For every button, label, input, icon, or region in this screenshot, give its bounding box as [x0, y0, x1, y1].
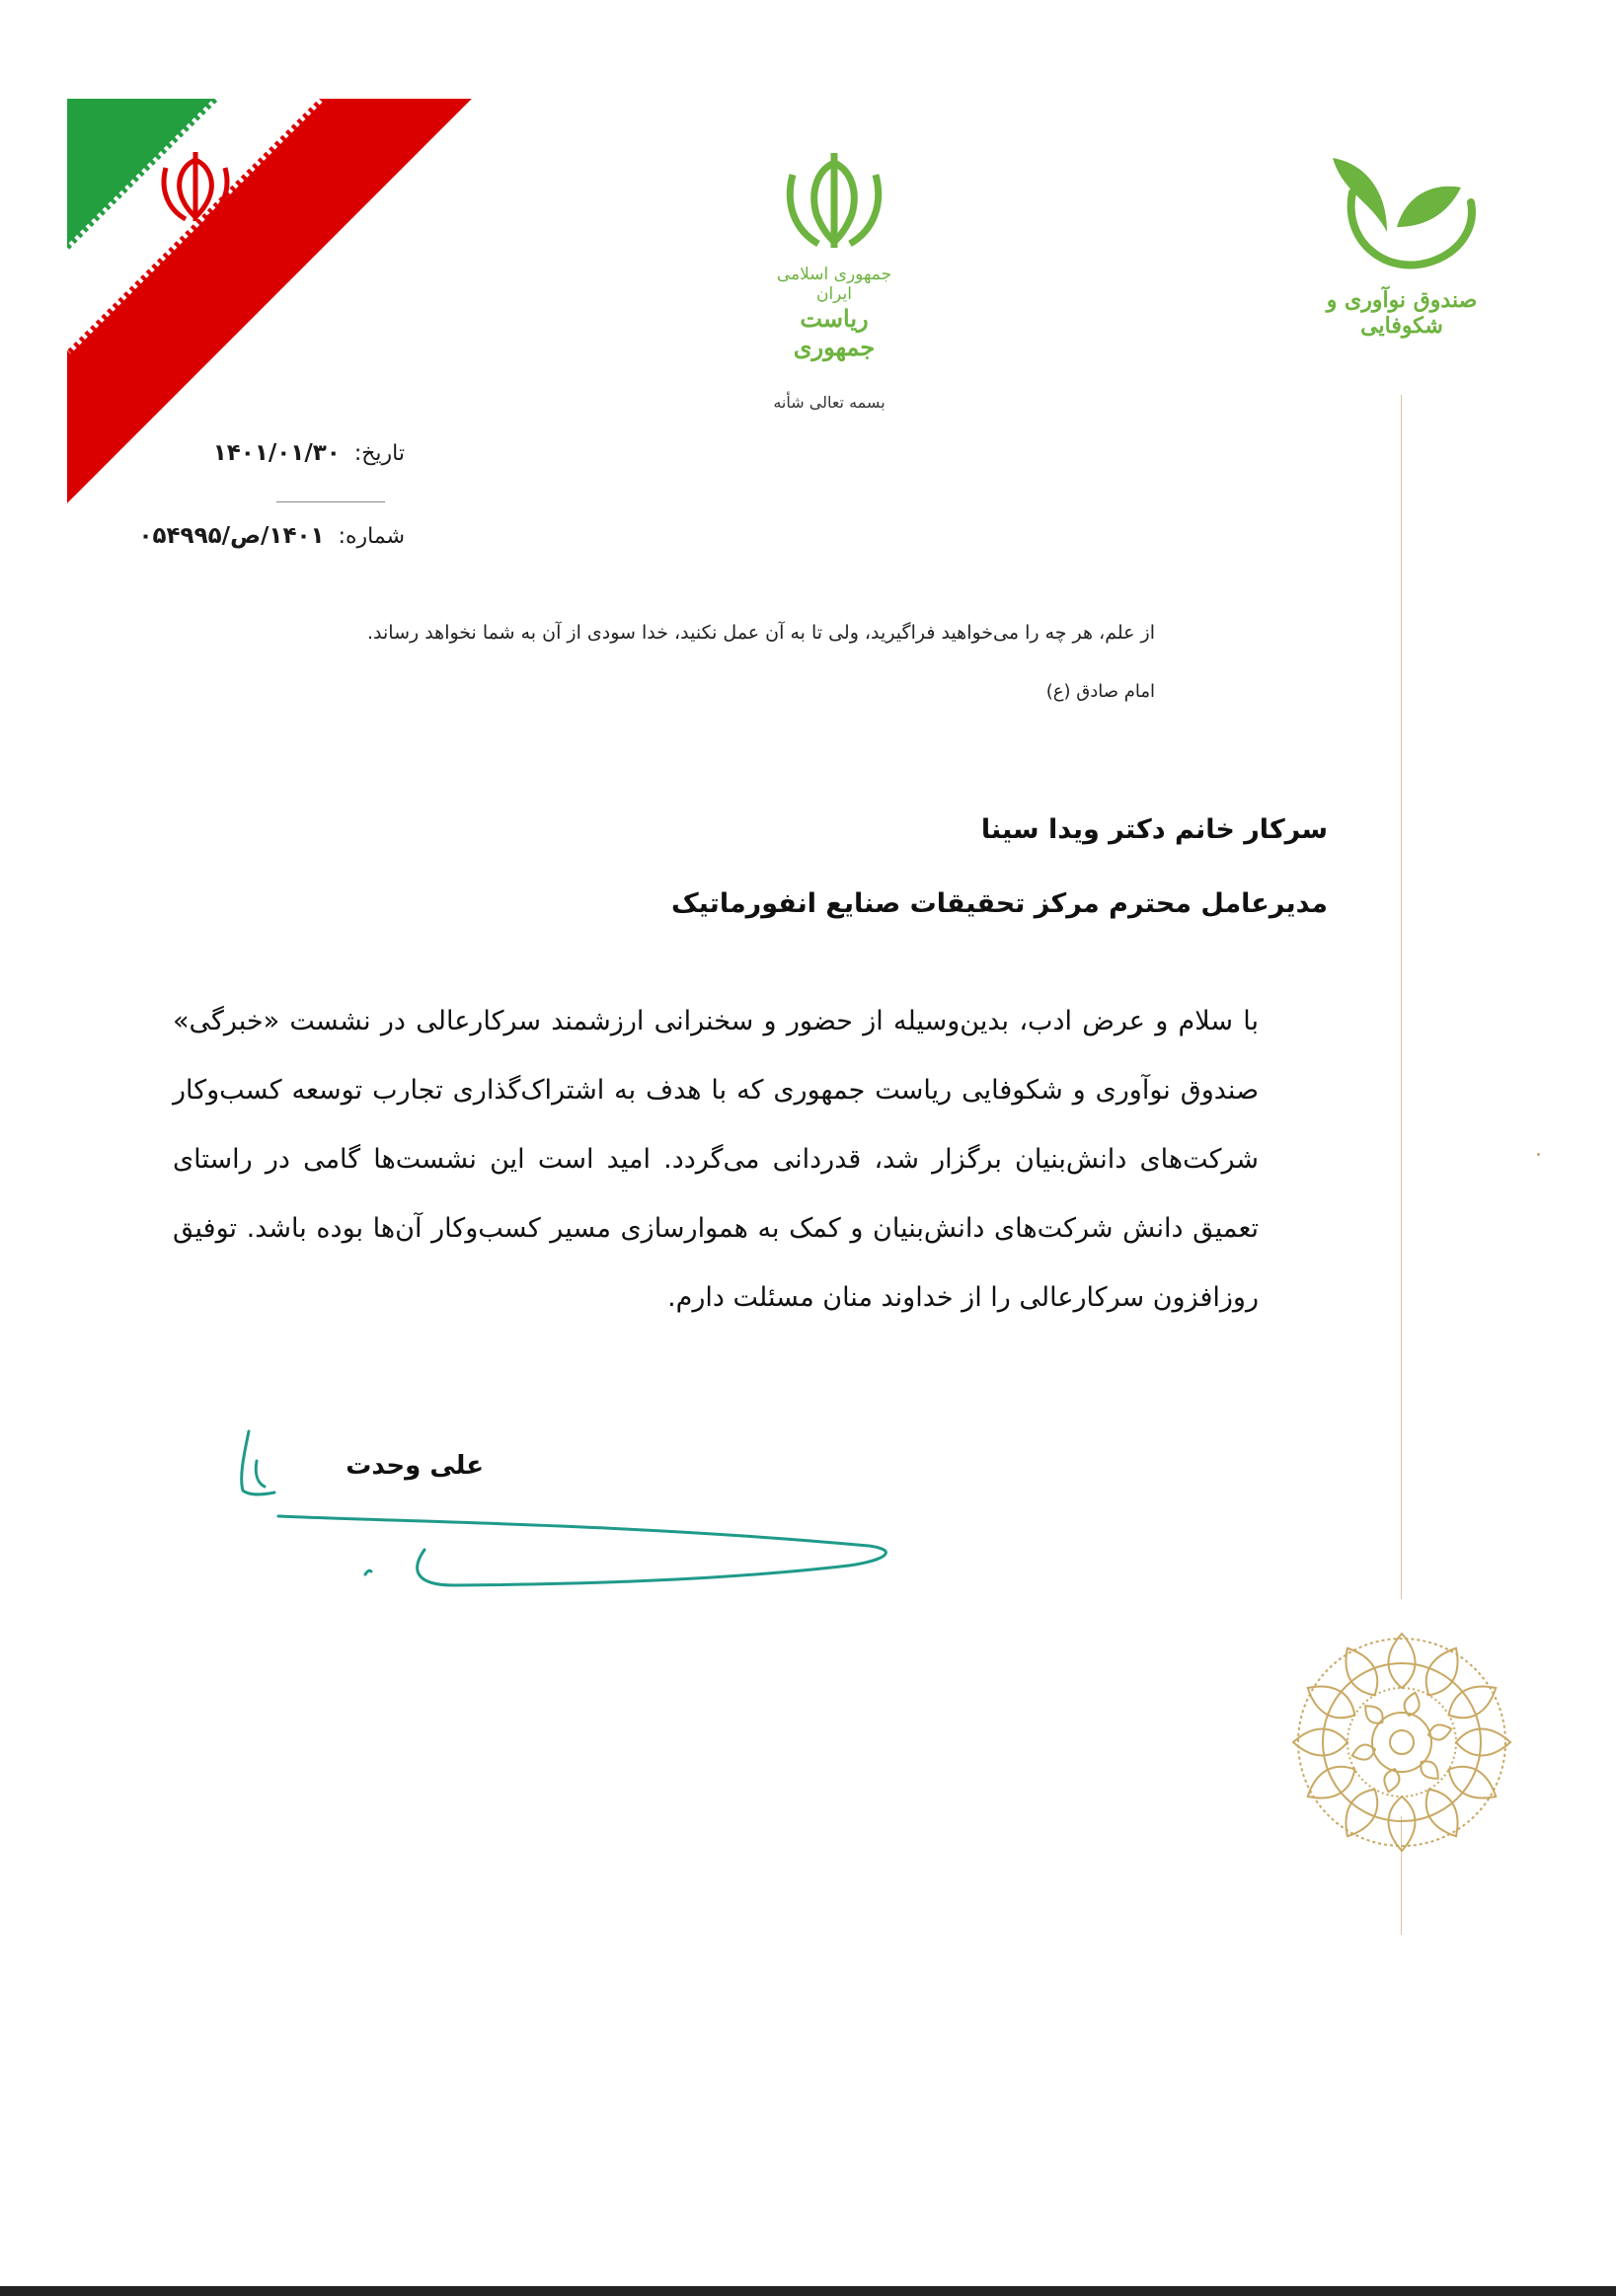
number-label: شماره: — [338, 524, 405, 549]
presidency-logo — [760, 148, 908, 361]
letter-number — [109, 523, 405, 549]
iran-emblem-icon — [760, 148, 908, 257]
meta-divider — [276, 501, 385, 502]
hadith-quote: از علم، هر چه را می‌خواهید فراگیرید، ولی تا به آن عمل نکنید، خدا سودی از آن به شما نخواهد رساند. — [366, 622, 1155, 644]
innovation-fund-logo — [1313, 148, 1491, 339]
mandala-ornament-icon — [1278, 1629, 1525, 1856]
date-value: ۱۴۰۱/۰۱/۳۰ — [212, 440, 341, 466]
letter-date — [109, 440, 405, 466]
letter-body: با سلام و عرض ادب، بدین‌وسیله از حضور و سخنرانی ارزشمند سرکارعالی در نشست «خبرگی» صندوق نوآوری و شکوفایی ریاست جمهوری که با هدف به اشتراک‌گذاری تجارب توسعه کسب‌وکار شرکت‌های دانش‌بنیان برگزار شد، قدردانی می‌گردد. امید است این نشست‌ها گامی در راستای تعمیق دانش شرکت‌های دانش‌بنیان و کمک به هموارسازی مسیر کسب‌وکار آن‌ها بوده باشد. توفیق روزافزون سرکارعالی را از خداوند منان مسئلت دارم. — [173, 1006, 1259, 1313]
hadith-source: امام صادق (ع) — [1045, 681, 1155, 702]
signer-name: علی وحدت — [346, 1451, 484, 1481]
fund-name-text: صندوق نوآوری و شکوفایی — [1326, 287, 1478, 339]
sprout-icon — [1313, 148, 1491, 281]
date-label: تاریخ: — [353, 441, 405, 466]
bismillah-heading: بسمه تعالی شأنه — [773, 393, 885, 412]
scan-bottom-edge — [0, 2286, 1616, 2296]
recipient-name: سرکار خانم دکتر ویدا سینا — [980, 814, 1328, 845]
recipient-title: مدیرعامل محترم مرکز تحقیقات صنایع انفورماتیک — [671, 888, 1328, 919]
emblem-line-2: ریاست جمهوری — [793, 304, 876, 361]
decorative-vertical-line — [1401, 395, 1402, 1599]
number-value: ۱۴۰۱/ص/۰۵۴۹۹۵ — [138, 523, 325, 549]
handwritten-signature — [217, 1421, 908, 1609]
emblem-line-1: جمهوری اسلامی ایران — [776, 265, 892, 304]
decorative-dot — [1537, 1153, 1540, 1156]
